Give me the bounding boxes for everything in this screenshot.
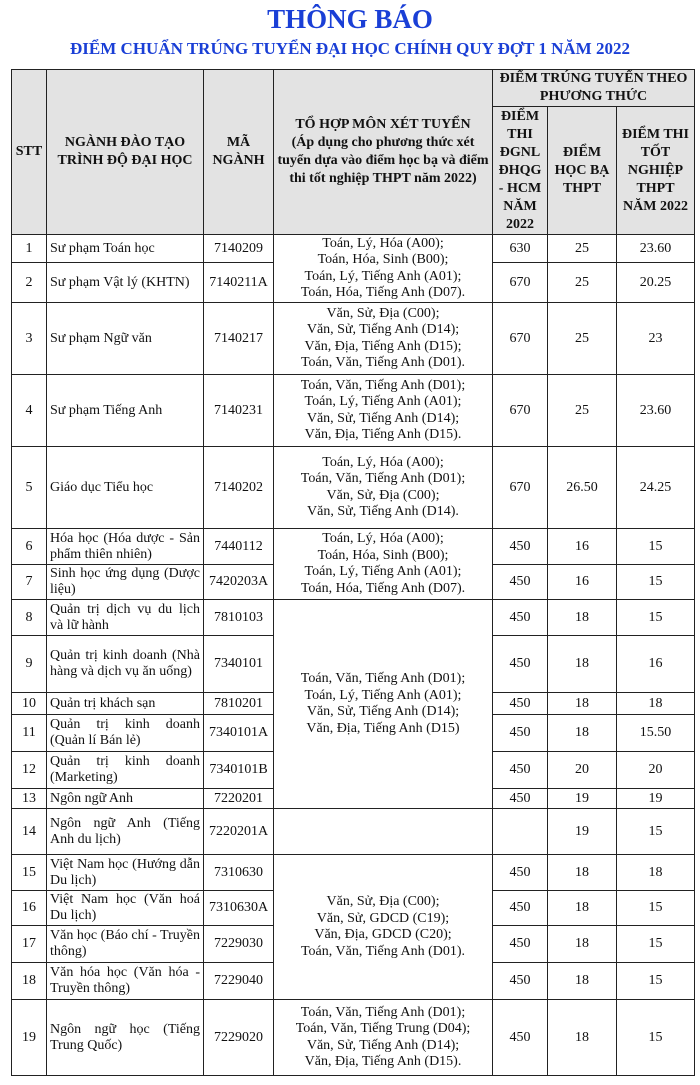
combo-line: Văn, Sử, Tiếng Anh (D14); bbox=[306, 322, 460, 337]
cell-hocba: 16 bbox=[548, 565, 617, 600]
cell-hocba: 18 bbox=[548, 891, 617, 926]
cell-hocba: 26.50 bbox=[548, 447, 617, 529]
combo-line: Văn, Sử, GDCD (C19); bbox=[316, 910, 450, 926]
cell-thpt: 15 bbox=[617, 1000, 695, 1076]
cell-stt: 8 bbox=[12, 600, 47, 636]
cell-thpt: 23.60 bbox=[617, 235, 695, 263]
cell-major: Văn hóa học (Văn hóa - Truyền thông) bbox=[47, 963, 204, 1000]
cell-dgnl: 450 bbox=[493, 891, 548, 926]
combo-line: Văn, Sử, Tiếng Anh (D14); bbox=[306, 704, 460, 719]
combo-line: Toán, Lý, Tiếng Anh (A01); bbox=[304, 687, 462, 703]
cell-major: Sư phạm Toán học bbox=[47, 235, 204, 263]
combo-group-1-2 bbox=[274, 235, 493, 303]
combo-line: Toán, Hóa, Sinh (B00); bbox=[317, 252, 449, 267]
combo-group-15-18 bbox=[274, 855, 493, 1000]
cell-code: 7140231 bbox=[204, 375, 274, 447]
cell-code: 7229020 bbox=[204, 1000, 274, 1076]
cell-code: 7140202 bbox=[204, 447, 274, 529]
cell-dgnl: 450 bbox=[493, 926, 548, 963]
cell-dgnl: 670 bbox=[493, 263, 548, 303]
cell-dgnl bbox=[493, 809, 548, 855]
header-stt: STT bbox=[12, 70, 47, 235]
cell-stt: 11 bbox=[12, 715, 47, 752]
cell-thpt: 18 bbox=[617, 693, 695, 715]
cell-stt: 14 bbox=[12, 809, 47, 855]
cell-code: 7229040 bbox=[204, 963, 274, 1000]
header-code: MÃ NGÀNH bbox=[204, 70, 274, 235]
cell-stt: 16 bbox=[12, 891, 47, 926]
combo-line: Văn, Sử, Địa (C00); bbox=[326, 305, 440, 321]
combo-line: Văn, Địa, Tiếng Anh (D15); bbox=[304, 338, 462, 354]
cell-hocba: 25 bbox=[548, 263, 617, 303]
table-row bbox=[12, 303, 695, 375]
cell-hocba: 18 bbox=[548, 1000, 617, 1076]
cell-thpt: 23.60 bbox=[617, 375, 695, 447]
cell-thpt: 20.25 bbox=[617, 263, 695, 303]
benchmark-score-table bbox=[11, 69, 695, 1076]
cell-stt: 10 bbox=[12, 693, 47, 715]
cell-stt: 17 bbox=[12, 926, 47, 963]
cell-major: Quản trị kinh doanh (Quản lí Bán lẻ) bbox=[47, 715, 204, 752]
cell-thpt: 19 bbox=[617, 789, 695, 809]
header-thpt: ĐIỂM THI TỐT NGHIỆP THPT NĂM 2022 bbox=[617, 107, 695, 235]
cell-hocba: 18 bbox=[548, 926, 617, 963]
combo-line: Toán, Văn, Tiếng Trung (D04); bbox=[295, 1021, 471, 1036]
cell-stt: 6 bbox=[12, 529, 47, 565]
cell-dgnl: 450 bbox=[493, 693, 548, 715]
cell-code: 7810103 bbox=[204, 600, 274, 636]
combo-line: Toán, Lý, Hóa (A00); bbox=[322, 235, 444, 251]
combo-group-6-7 bbox=[274, 529, 493, 600]
cell-dgnl: 450 bbox=[493, 855, 548, 891]
cell-code: 7140211A bbox=[204, 263, 274, 303]
cell-hocba: 25 bbox=[548, 235, 617, 263]
cell-dgnl: 450 bbox=[493, 752, 548, 789]
table-row bbox=[12, 529, 695, 565]
combo-group-8-13 bbox=[274, 600, 493, 809]
combo-line: Toán, Văn, Tiếng Anh (D01); bbox=[300, 671, 466, 686]
combo-line: Văn, Địa, Tiếng Anh (D15). bbox=[304, 1054, 462, 1069]
cell-dgnl: 670 bbox=[493, 447, 548, 529]
cell-code: 7810201 bbox=[204, 693, 274, 715]
cell-stt: 4 bbox=[12, 375, 47, 447]
header-combo-main: TỔ HỢP MÔN XÉT TUYỂN bbox=[295, 117, 471, 132]
cell-thpt: 16 bbox=[617, 636, 695, 693]
cell-dgnl: 450 bbox=[493, 715, 548, 752]
cell-thpt: 24.25 bbox=[617, 447, 695, 529]
cell-hocba: 19 bbox=[548, 789, 617, 809]
cell-dgnl: 450 bbox=[493, 600, 548, 636]
header-hocba: ĐIỂM HỌC BẠ THPT bbox=[548, 107, 617, 235]
header-major: NGÀNH ĐÀO TẠO TRÌNH ĐỘ ĐẠI HỌC bbox=[47, 70, 204, 235]
cell-major: Sinh học ứng dụng (Dược liệu) bbox=[47, 565, 204, 600]
combo-line: Toán, Văn, Tiếng Anh (D01); bbox=[300, 1004, 466, 1020]
combo-line: Toán, Lý, Tiếng Anh (A01); bbox=[304, 564, 462, 579]
cell-thpt: 15 bbox=[617, 926, 695, 963]
cell-dgnl: 450 bbox=[493, 963, 548, 1000]
combo-group-4 bbox=[274, 375, 493, 447]
combo-line: Toán, Văn, Tiếng Anh (D01). bbox=[300, 943, 466, 959]
cell-thpt: 15 bbox=[617, 600, 695, 636]
cell-major: Việt Nam học (Văn hoá Du lịch) bbox=[47, 891, 204, 926]
combo-line: Toán, Lý, Hóa (A00); bbox=[322, 454, 444, 470]
table-row bbox=[12, 1000, 695, 1076]
cell-hocba: 18 bbox=[548, 715, 617, 752]
cell-dgnl: 670 bbox=[493, 303, 548, 375]
cell-stt: 9 bbox=[12, 636, 47, 693]
cell-stt: 12 bbox=[12, 752, 47, 789]
cell-dgnl: 450 bbox=[493, 1000, 548, 1076]
cell-dgnl: 450 bbox=[493, 789, 548, 809]
cell-code: 7220201 bbox=[204, 789, 274, 809]
header-dgnl: ĐIỂM THI ĐGNL ĐHQG - HCM NĂM 2022 bbox=[493, 107, 548, 235]
cell-stt: 13 bbox=[12, 789, 47, 809]
cell-dgnl: 630 bbox=[493, 235, 548, 263]
cell-major: Ngôn ngữ Anh bbox=[47, 789, 204, 809]
combo-line: Văn, Địa, Tiếng Anh (D15). bbox=[304, 427, 462, 442]
cell-thpt: 15.50 bbox=[617, 715, 695, 752]
cell-code: 7340101A bbox=[204, 715, 274, 752]
cell-stt: 15 bbox=[12, 855, 47, 891]
table-row bbox=[12, 375, 695, 447]
notice-title: THÔNG BÁO bbox=[267, 4, 433, 34]
cell-code: 7229030 bbox=[204, 926, 274, 963]
cell-hocba: 18 bbox=[548, 600, 617, 636]
combo-line: Văn, Sử, Địa (C00); bbox=[326, 487, 440, 503]
combo-line: Toán, Văn, Tiếng Anh (D01); bbox=[300, 471, 466, 486]
table-row bbox=[12, 235, 695, 263]
cell-code: 7310630 bbox=[204, 855, 274, 891]
combo-line: Văn, Sử, Tiếng Anh (D14); bbox=[306, 1037, 460, 1053]
combo-line: Văn, Địa, GDCD (C20); bbox=[314, 927, 452, 942]
cell-stt: 7 bbox=[12, 565, 47, 600]
cell-major: Sư phạm Tiếng Anh bbox=[47, 375, 204, 447]
cell-thpt: 23 bbox=[617, 303, 695, 375]
cell-major: Ngôn ngữ học (Tiếng Trung Quốc) bbox=[47, 1000, 204, 1076]
cell-dgnl: 450 bbox=[493, 636, 548, 693]
combo-group-5 bbox=[274, 447, 493, 529]
cell-hocba: 18 bbox=[548, 636, 617, 693]
cell-hocba: 25 bbox=[548, 303, 617, 375]
cell-hocba: 25 bbox=[548, 375, 617, 447]
cell-hocba: 18 bbox=[548, 693, 617, 715]
cell-major: Quản trị khách sạn bbox=[47, 693, 204, 715]
cell-thpt: 15 bbox=[617, 963, 695, 1000]
cell-major: Hóa học (Hóa dược - Sản phẩm thiên nhiên) bbox=[47, 529, 204, 565]
cell-code: 7340101B bbox=[204, 752, 274, 789]
cell-hocba: 18 bbox=[548, 855, 617, 891]
combo-line: Văn, Sử, Địa (C00); bbox=[326, 894, 440, 909]
cell-dgnl: 450 bbox=[493, 529, 548, 565]
combo-line: Văn, Sử, Tiếng Anh (D14); bbox=[306, 410, 460, 426]
cell-thpt: 15 bbox=[617, 809, 695, 855]
combo-line: Văn, Sử, Tiếng Anh (D14). bbox=[307, 504, 459, 519]
cell-code: 7340101 bbox=[204, 636, 274, 693]
cell-stt: 19 bbox=[12, 1000, 47, 1076]
cell-code: 7310630A bbox=[204, 891, 274, 926]
cell-major: Quản trị dịch vụ du lịch và lữ hành bbox=[47, 600, 204, 636]
combo-line: Toán, Hóa, Sinh (B00); bbox=[317, 547, 449, 563]
table-row bbox=[12, 600, 695, 636]
combo-group-19 bbox=[274, 1000, 493, 1076]
cell-major: Sư phạm Vật lý (KHTN) bbox=[47, 263, 204, 303]
combo-group-3 bbox=[274, 303, 493, 375]
combo-empty bbox=[274, 809, 493, 855]
cell-thpt: 20 bbox=[617, 752, 695, 789]
cell-major: Sư phạm Ngữ văn bbox=[47, 303, 204, 375]
cell-dgnl: 670 bbox=[493, 375, 548, 447]
cell-major: Việt Nam học (Hướng dẫn Du lịch) bbox=[47, 855, 204, 891]
combo-line: Toán, Hóa, Tiếng Anh (D07). bbox=[300, 580, 466, 596]
cell-major: Giáo dục Tiểu học bbox=[47, 447, 204, 529]
cell-major: Ngôn ngữ Anh (Tiếng Anh du lịch) bbox=[47, 809, 204, 855]
cell-hocba: 19 bbox=[548, 809, 617, 855]
cell-hocba: 18 bbox=[548, 963, 617, 1000]
cell-code: 7420203A bbox=[204, 565, 274, 600]
cell-code: 7140209 bbox=[204, 235, 274, 263]
cell-stt: 5 bbox=[12, 447, 47, 529]
cell-thpt: 18 bbox=[617, 855, 695, 891]
cell-stt: 2 bbox=[12, 263, 47, 303]
cell-thpt: 15 bbox=[617, 529, 695, 565]
cell-major: Quản trị kinh doanh (Marketing) bbox=[47, 752, 204, 789]
cell-stt: 18 bbox=[12, 963, 47, 1000]
cell-thpt: 15 bbox=[617, 891, 695, 926]
cell-major: Văn học (Báo chí - Truyền thông) bbox=[47, 926, 204, 963]
cell-major: Quản trị kinh doanh (Nhà hàng và dịch vụ ăn uống) bbox=[47, 636, 204, 693]
cell-stt: 1 bbox=[12, 235, 47, 263]
combo-line: Văn, Địa, Tiếng Anh (D15) bbox=[306, 720, 460, 736]
cell-hocba: 16 bbox=[548, 529, 617, 565]
cell-stt: 3 bbox=[12, 303, 47, 375]
cell-dgnl: 450 bbox=[493, 565, 548, 600]
notice-subtitle: ĐIỂM CHUẨN TRÚNG TUYỂN ĐẠI HỌC CHÍNH QUY ĐỢT 1 NĂM 2022 bbox=[70, 39, 630, 58]
table-row bbox=[12, 809, 695, 855]
table-row bbox=[12, 855, 695, 891]
cell-thpt: 15 bbox=[617, 565, 695, 600]
combo-line: Toán, Hóa, Tiếng Anh (D07). bbox=[300, 285, 466, 300]
combo-line: Toán, Lý, Tiếng Anh (A01); bbox=[304, 394, 462, 409]
header-combo-sub: (Áp dụng cho phương thức xét tuyển dựa vào điểm học bạ và điểm thi tốt nghiệp THPT năm 2022) bbox=[277, 135, 489, 186]
cell-code: 7220201A bbox=[204, 809, 274, 855]
combo-line: Toán, Văn, Tiếng Anh (D01). bbox=[300, 355, 466, 370]
table-row bbox=[12, 447, 695, 529]
combo-line: Toán, Lý, Hóa (A00); bbox=[322, 531, 444, 546]
combo-line: Toán, Lý, Tiếng Anh (A01); bbox=[304, 268, 462, 284]
cell-code: 7440112 bbox=[204, 529, 274, 565]
cell-code: 7140217 bbox=[204, 303, 274, 375]
header-method-group: ĐIỂM TRÚNG TUYỂN THEO PHƯƠNG THỨC bbox=[493, 70, 695, 107]
cell-hocba: 20 bbox=[548, 752, 617, 789]
header-combo bbox=[274, 70, 493, 235]
combo-line: Toán, Văn, Tiếng Anh (D01); bbox=[300, 377, 466, 393]
